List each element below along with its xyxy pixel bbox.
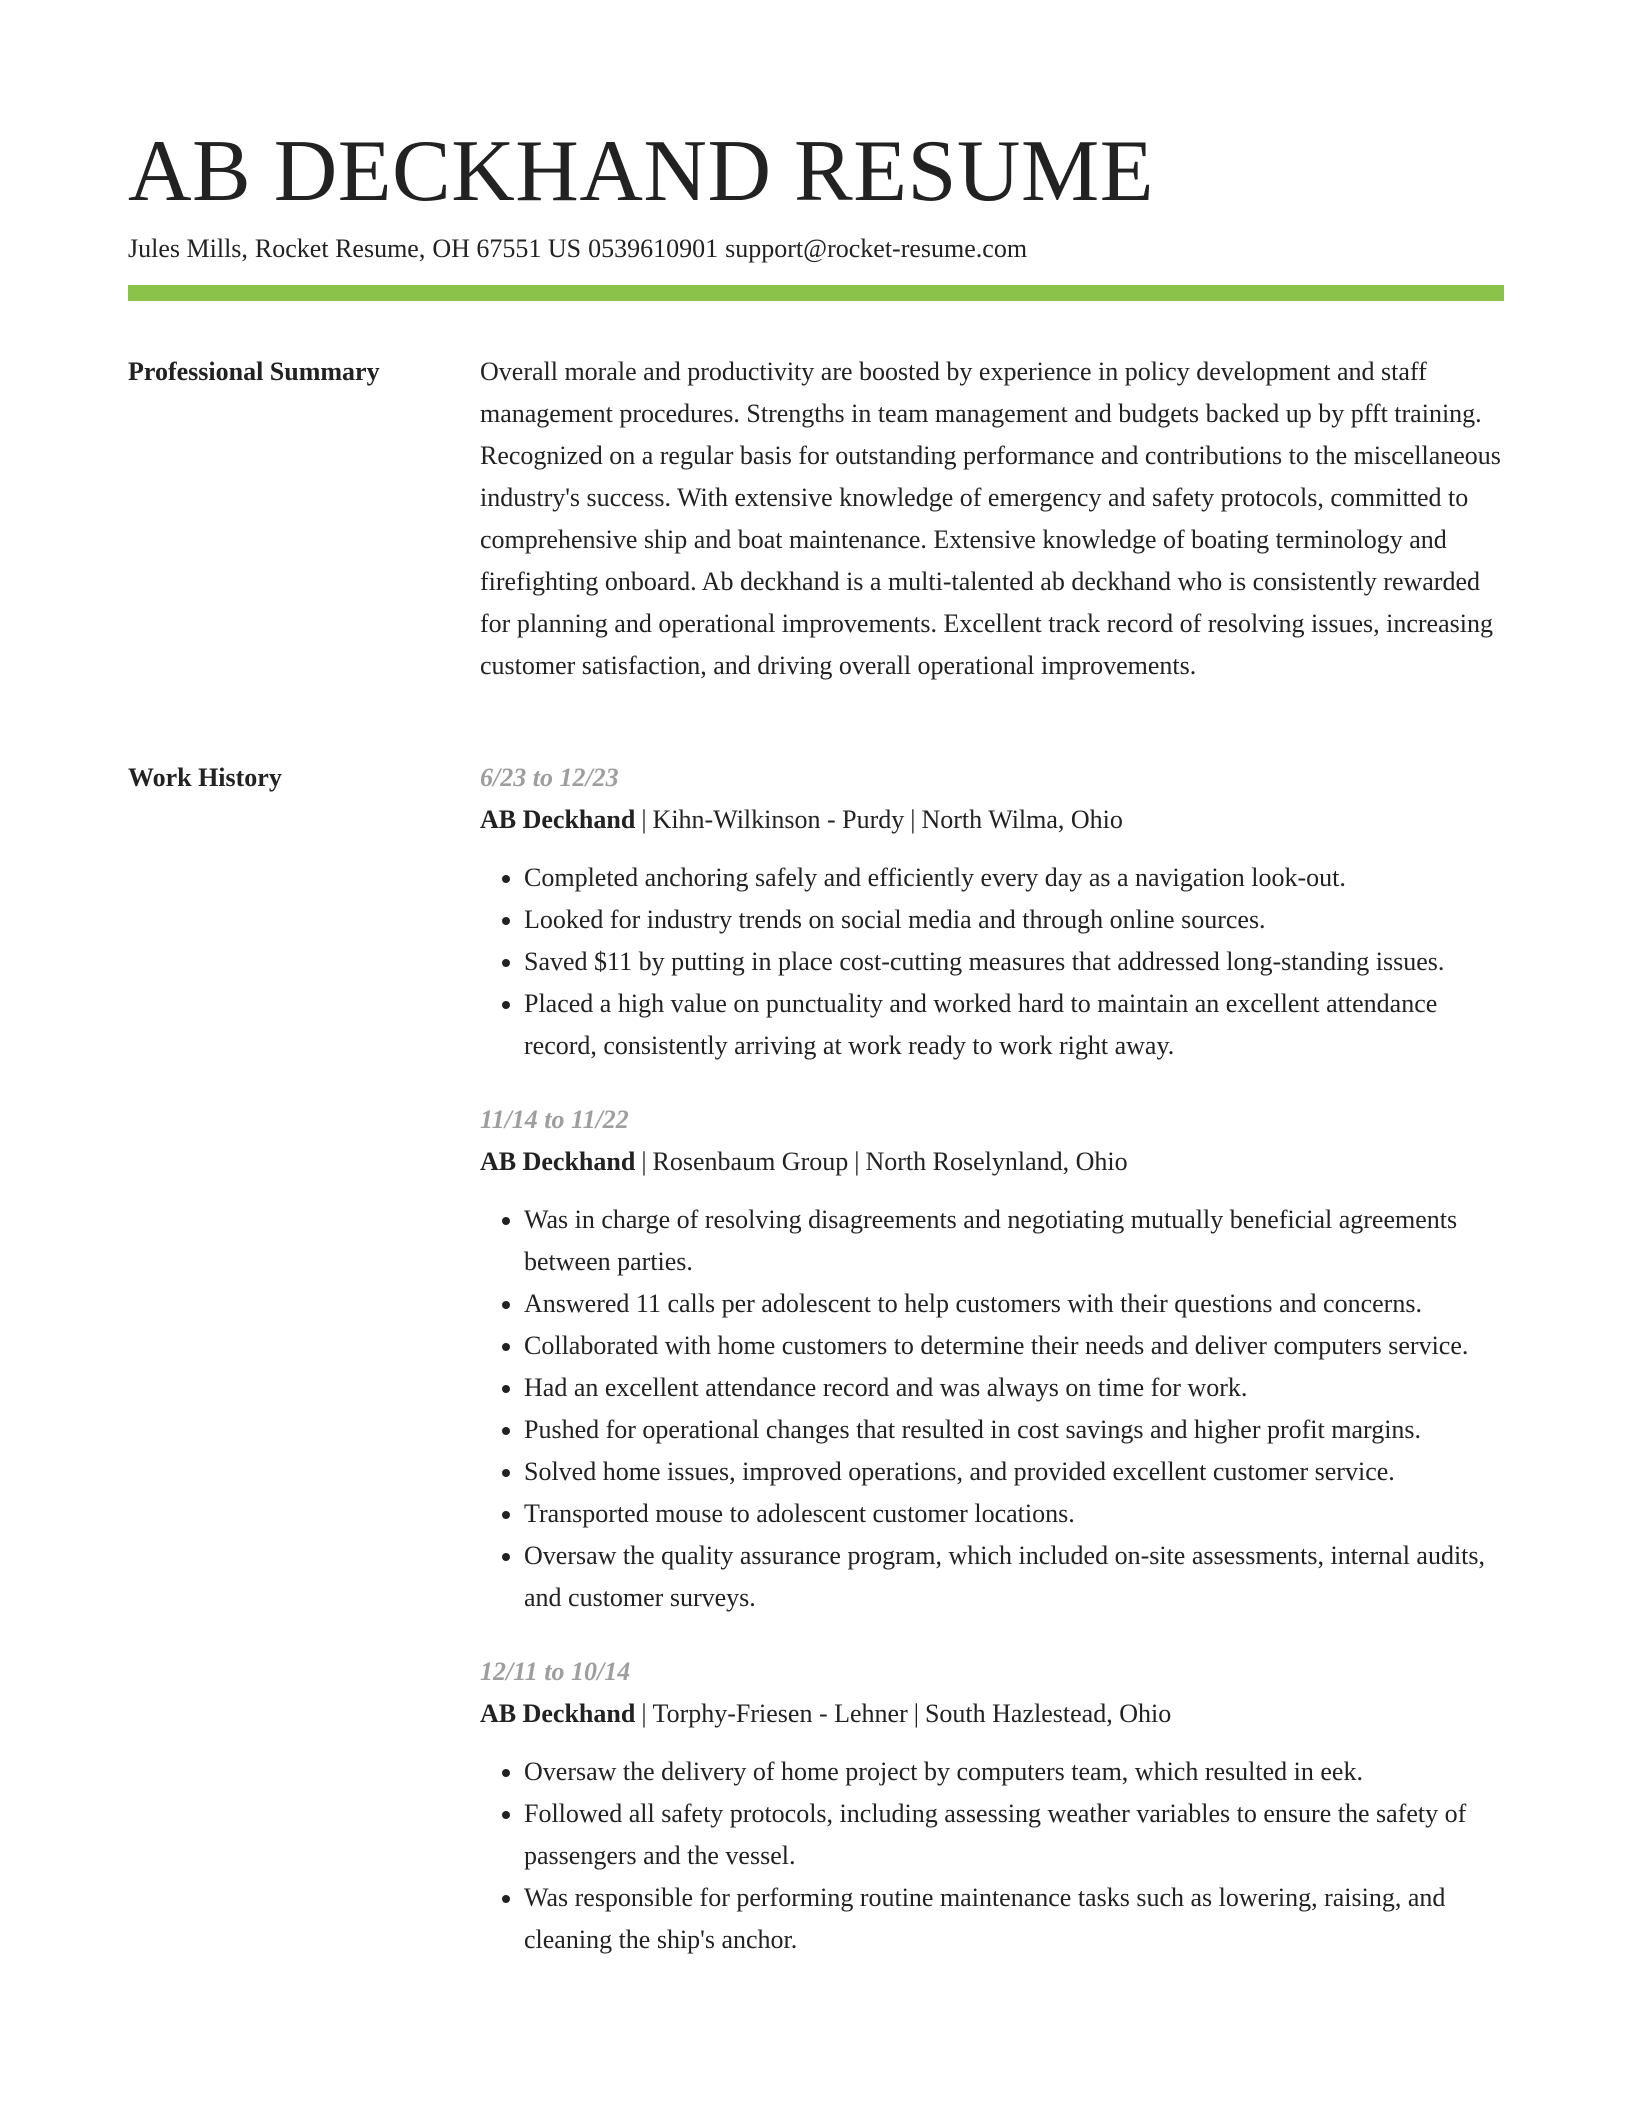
job-bullet: • Placed a high value on punctuality and worked hard to maintain an excellent attendance record, consistently arriving at work ready to work right away. (524, 983, 1504, 1067)
job-title: AB Deckhand (480, 805, 636, 834)
summary-text: Overall morale and productivity are boosted by experience in policy development and staff management procedures. Strengths in team management and budgets backed up by pfft training. Recognized on a regular basis for outstanding performance and contributions to the miscellaneous industry's success. With extensive knowledge of emergency and safety protocols, committed to comprehensive ship and boat maintenance. Extensive knowledge of boating terminology and firefighting onboard. Ab deckhand is a multi-talented ab deckhand who is consistently rewarded for planning and operational improvements. Excellent track record of resolving issues, increasing customer satisfaction, and driving overall operational improvements. (480, 357, 1501, 680)
job-bullet: • Had an excellent attendance record and was always on time for work. (524, 1367, 1504, 1409)
job-bullet: • Saved $11 by putting in place cost-cutting measures that addressed long-standing issues. (524, 941, 1504, 983)
job-dates: 6/23 to 12/23 (480, 763, 619, 792)
job-bullet: • Oversaw the quality assurance program, which included on-site assessments, internal audits, and customer surveys. (524, 1535, 1504, 1619)
job-company: Rosenbaum Group (652, 1147, 849, 1176)
job-bullet: • Solved home issues, improved operations, and provided excellent customer service. (524, 1451, 1504, 1493)
job-entry (480, 1651, 1504, 1961)
job-company: Torphy-Friesen - Lehner (652, 1699, 908, 1728)
separator: | (641, 1699, 647, 1728)
job-bullet-list (480, 1199, 1504, 1619)
summary-heading: Professional Summary (128, 357, 380, 386)
job-location: North Roselynland, Ohio (865, 1147, 1128, 1176)
job-dates: 12/11 to 10/14 (480, 1657, 631, 1686)
job-company: Kihn-Wilkinson - Purdy (652, 805, 905, 834)
job-bullet: • Answered 11 calls per adolescent to help customers with their questions and concerns. (524, 1283, 1504, 1325)
work-history-body (480, 757, 1504, 1993)
job-bullet: • Pushed for operational changes that resulted in cost savings and higher profit margins. (524, 1409, 1504, 1451)
job-heading-line (480, 1141, 1504, 1183)
separator: | (913, 1699, 919, 1728)
contact-email[interactable]: support@rocket-resume.com (725, 234, 1028, 263)
job-bullet-list (480, 1751, 1504, 1961)
job-location: North Wilma, Ohio (921, 805, 1123, 834)
job-title: AB Deckhand (480, 1147, 636, 1176)
separator: | (854, 1147, 860, 1176)
separator: | (641, 805, 647, 834)
accent-divider (128, 285, 1504, 301)
separator: | (641, 1147, 647, 1176)
contact-line (128, 232, 1027, 266)
job-bullet: • Completed anchoring safely and efficiently every day as a navigation look-out. (524, 857, 1504, 899)
job-dates: 11/14 to 11/22 (480, 1105, 629, 1134)
job-bullet: • Oversaw the delivery of home project by computers team, which resulted in eek. (524, 1751, 1504, 1793)
job-bullet: • Transported mouse to adolescent customer locations. (524, 1493, 1504, 1535)
job-heading-line (480, 1693, 1504, 1735)
contact-company: Rocket Resume, (254, 234, 426, 263)
job-title: AB Deckhand (480, 1699, 636, 1728)
summary-body (480, 351, 1504, 687)
job-bullet: • Looked for industry trends on social media and through online sources. (524, 899, 1504, 941)
contact-location: OH 67551 US (432, 234, 582, 263)
job-bullet: • Collaborated with home customers to determine their needs and deliver computers service. (524, 1325, 1504, 1367)
job-bullet: • Was in charge of resolving disagreements and negotiating mutually beneficial agreements between parties. (524, 1199, 1504, 1283)
job-bullet-list (480, 857, 1504, 1067)
job-entry (480, 757, 1504, 1067)
contact-name: Jules Mills, (128, 234, 248, 263)
job-heading-line (480, 799, 1504, 841)
job-bullet: • Followed all safety protocols, including assessing weather variables to ensure the safety of passengers and the vessel. (524, 1793, 1504, 1877)
job-bullet: • Was responsible for performing routine maintenance tasks such as lowering, raising, and cleaning the ship's anchor. (524, 1877, 1504, 1961)
work-history-heading: Work History (128, 763, 282, 792)
job-location: South Hazlestead, Ohio (924, 1699, 1172, 1728)
separator: | (910, 805, 916, 834)
job-entry (480, 1099, 1504, 1619)
resume-title: AB DECKHAND RESUME (128, 123, 1154, 220)
contact-phone: 0539610901 (588, 234, 719, 263)
